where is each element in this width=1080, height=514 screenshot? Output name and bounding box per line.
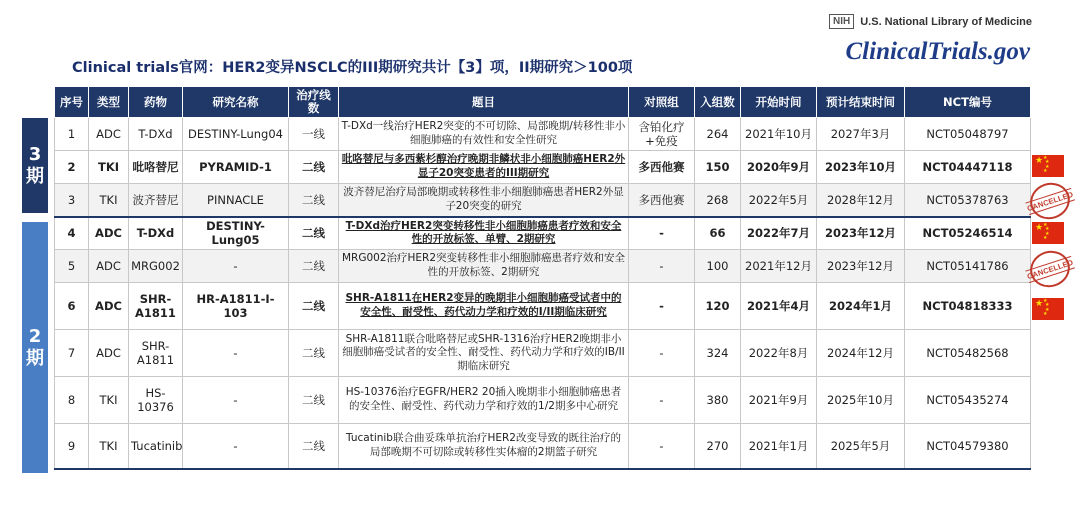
cell-type: TKI bbox=[89, 184, 129, 217]
cell-control: - bbox=[629, 424, 695, 469]
cell-line: 二线 bbox=[289, 217, 339, 250]
cell-end: 2025年10月 bbox=[817, 377, 905, 424]
cell-nct: NCT05435274 bbox=[905, 377, 1031, 424]
china-flag-icon bbox=[1032, 298, 1064, 320]
flag-star-icon: ★ bbox=[1043, 155, 1048, 161]
cell-enrollment: 120 bbox=[695, 283, 741, 330]
cell-nct: NCT05378763 bbox=[905, 184, 1031, 217]
cell-no: 4 bbox=[55, 217, 89, 250]
cell-title: HS-10376治疗EGFR/HER2 20插入晚期非小细胞肺癌患者的安全性、耐受性、药代动力学和疗效的1/2期多中心研究 bbox=[339, 377, 629, 424]
header-title: 题目 bbox=[339, 87, 629, 118]
cell-end: 2024年12月 bbox=[817, 330, 905, 377]
cell-start: 2021年10月 bbox=[741, 118, 817, 151]
header-drug: 药物 bbox=[129, 87, 183, 118]
cell-no: 6 bbox=[55, 283, 89, 330]
cell-title: 波齐替尼治疗局部晚期或转移性非小细胞肺癌患者HER2外显子20突变的研究 bbox=[339, 184, 629, 217]
phase-3-text: 期 bbox=[26, 165, 44, 187]
table-row bbox=[55, 151, 1031, 184]
table-row bbox=[55, 283, 1031, 330]
cell-start: 2022年7月 bbox=[741, 217, 817, 250]
cell-end: 2028年12月 bbox=[817, 184, 905, 217]
header-no: 序号 bbox=[55, 87, 89, 118]
table-row bbox=[55, 424, 1031, 469]
phase-3-label bbox=[22, 118, 48, 213]
flag-star-icon: ★ bbox=[1045, 231, 1050, 237]
clinicaltrials-logo: ClinicalTrials.gov bbox=[845, 38, 1030, 65]
cell-study: - bbox=[183, 330, 289, 377]
cell-title: Tucatinib联合曲妥珠单抗治疗HER2改变导致的既往治疗的局部晚期不可切除或转移性实体瘤的2期篮子研究 bbox=[339, 424, 629, 469]
cell-no: 5 bbox=[55, 250, 89, 283]
china-flag-icon bbox=[1032, 222, 1064, 244]
flag-star-icon: ★ bbox=[1043, 222, 1048, 228]
cell-line: 二线 bbox=[289, 151, 339, 184]
flag-star-icon: ★ bbox=[1035, 156, 1044, 166]
table-row bbox=[55, 377, 1031, 424]
cell-start: 2020年9月 bbox=[741, 151, 817, 184]
cell-end: 2023年10月 bbox=[817, 151, 905, 184]
cell-type: TKI bbox=[89, 151, 129, 184]
header-control: 对照组 bbox=[629, 87, 695, 118]
cell-end: 2027年3月 bbox=[817, 118, 905, 151]
cancelled-stamp-icon bbox=[1025, 246, 1074, 293]
cell-type: ADC bbox=[89, 330, 129, 377]
cell-start: 2021年4月 bbox=[741, 283, 817, 330]
table-row bbox=[55, 118, 1031, 151]
cell-enrollment: 270 bbox=[695, 424, 741, 469]
cell-control: - bbox=[629, 330, 695, 377]
phase-2-number: 2 bbox=[28, 325, 42, 347]
cell-enrollment: 264 bbox=[695, 118, 741, 151]
cell-no: 1 bbox=[55, 118, 89, 151]
cell-drug: T-DXd bbox=[129, 118, 183, 151]
cell-nct: NCT04579380 bbox=[905, 424, 1031, 469]
cell-study: - bbox=[183, 424, 289, 469]
cell-study: DESTINY-Lung05 bbox=[183, 217, 289, 250]
cell-enrollment: 324 bbox=[695, 330, 741, 377]
cell-no: 7 bbox=[55, 330, 89, 377]
table-row bbox=[55, 184, 1031, 217]
cell-control: 含铂化疗+免疫 bbox=[629, 118, 695, 151]
flag-star-icon: ★ bbox=[1043, 235, 1048, 241]
flag-star-icon: ★ bbox=[1045, 164, 1050, 170]
cell-enrollment: 268 bbox=[695, 184, 741, 217]
nih-logo: NIH bbox=[829, 14, 854, 29]
cell-line: 二线 bbox=[289, 330, 339, 377]
cell-drug: Tucatinib bbox=[129, 424, 183, 469]
flag-star-icon: ★ bbox=[1035, 299, 1044, 309]
flag-star-icon: ★ bbox=[1043, 298, 1048, 304]
cell-title: SHR-A1811在HER2变异的晚期非小细胞肺癌受试者中的安全性、耐受性、药代动力学和疗效的I/II期临床研究 bbox=[339, 283, 629, 330]
cancelled-stamp-icon bbox=[1025, 178, 1074, 225]
cell-control: 多西他赛 bbox=[629, 151, 695, 184]
nih-org-name: U.S. National Library of Medicine bbox=[860, 15, 1032, 28]
header-enrollment: 入组数 bbox=[695, 87, 741, 118]
cell-end: 2024年1月 bbox=[817, 283, 905, 330]
cell-study: PYRAMID-1 bbox=[183, 151, 289, 184]
cell-nct: NCT04447118 bbox=[905, 151, 1031, 184]
cell-drug: HS-10376 bbox=[129, 377, 183, 424]
flag-star-icon: ★ bbox=[1035, 223, 1044, 233]
cell-drug: 吡咯替尼 bbox=[129, 151, 183, 184]
cell-start: 2021年1月 bbox=[741, 424, 817, 469]
cell-line: 二线 bbox=[289, 184, 339, 217]
header-type: 类型 bbox=[89, 87, 129, 118]
cell-no: 3 bbox=[55, 184, 89, 217]
cancelled-stamp-text: CANCELLED bbox=[1025, 257, 1075, 281]
cell-start: 2021年9月 bbox=[741, 377, 817, 424]
cell-line: 二线 bbox=[289, 424, 339, 469]
cell-line: 二线 bbox=[289, 250, 339, 283]
cell-enrollment: 380 bbox=[695, 377, 741, 424]
cell-enrollment: 66 bbox=[695, 217, 741, 250]
flag-star-icon: ★ bbox=[1045, 226, 1050, 232]
cell-control: - bbox=[629, 250, 695, 283]
flag-star-icon: ★ bbox=[1043, 168, 1048, 174]
cell-no: 8 bbox=[55, 377, 89, 424]
header-study: 研究名称 bbox=[183, 87, 289, 118]
header-nct: NCT编号 bbox=[905, 87, 1031, 118]
cell-start: 2022年8月 bbox=[741, 330, 817, 377]
cell-title: T-DXd治疗HER2突变转移性非小细胞肺癌患者疗效和安全性的开放标签、单臂、2期研究 bbox=[339, 217, 629, 250]
cell-end: 2023年12月 bbox=[817, 250, 905, 283]
phase-3-number: 3 bbox=[28, 143, 42, 165]
header-start: 开始时间 bbox=[741, 87, 817, 118]
cell-enrollment: 150 bbox=[695, 151, 741, 184]
cell-type: ADC bbox=[89, 250, 129, 283]
cell-study: HR-A1811-I-103 bbox=[183, 283, 289, 330]
cell-type: ADC bbox=[89, 283, 129, 330]
cell-control: 多西他赛 bbox=[629, 184, 695, 217]
cell-drug: MRG002 bbox=[129, 250, 183, 283]
cell-drug: 波齐替尼 bbox=[129, 184, 183, 217]
cell-title: T-DXd一线治疗HER2突变的不可切除、局部晚期/转移性非小细胞肺癌的有效性和安全性研究 bbox=[339, 118, 629, 151]
china-flag-icon bbox=[1032, 155, 1064, 177]
cell-control: - bbox=[629, 283, 695, 330]
table-row bbox=[55, 217, 1031, 250]
cell-drug: T-DXd bbox=[129, 217, 183, 250]
cell-drug: SHR-A1811 bbox=[129, 330, 183, 377]
cell-type: TKI bbox=[89, 377, 129, 424]
cancelled-stamp-text: CANCELLED bbox=[1025, 189, 1075, 213]
cell-start: 2022年5月 bbox=[741, 184, 817, 217]
cell-type: ADC bbox=[89, 217, 129, 250]
cell-type: ADC bbox=[89, 118, 129, 151]
flag-star-icon: ★ bbox=[1045, 302, 1050, 308]
cell-end: 2025年5月 bbox=[817, 424, 905, 469]
cell-nct: NCT05048797 bbox=[905, 118, 1031, 151]
table-header-row bbox=[55, 87, 1031, 118]
cell-enrollment: 100 bbox=[695, 250, 741, 283]
header-end: 预计结束时间 bbox=[817, 87, 905, 118]
cell-drug: SHR-A1811 bbox=[129, 283, 183, 330]
cell-end: 2023年12月 bbox=[817, 217, 905, 250]
flag-star-icon: ★ bbox=[1043, 311, 1048, 317]
trials-table bbox=[54, 86, 1031, 470]
table-row bbox=[55, 330, 1031, 377]
cell-title: 吡咯替尼与多西紫杉醇治疗晚期非鳞状非小细胞肺癌HER2外显子20突变患者的III期研究 bbox=[339, 151, 629, 184]
cell-start: 2021年12月 bbox=[741, 250, 817, 283]
header-line: 治疗线数 bbox=[289, 87, 339, 118]
cell-study: DESTINY-Lung04 bbox=[183, 118, 289, 151]
cell-no: 2 bbox=[55, 151, 89, 184]
cell-nct: NCT05482568 bbox=[905, 330, 1031, 377]
cell-title: MRG002治疗HER2突变转移性非小细胞肺癌患者疗效和安全性的开放标签、2期研究 bbox=[339, 250, 629, 283]
cell-study: - bbox=[183, 250, 289, 283]
page-title: Clinical trials官网：HER2变异NSCLC的III期研究共计【3】项，II期研究＞100项 bbox=[72, 60, 633, 76]
cell-control: - bbox=[629, 217, 695, 250]
cell-line: 一线 bbox=[289, 118, 339, 151]
cell-line: 二线 bbox=[289, 283, 339, 330]
flag-star-icon: ★ bbox=[1045, 159, 1050, 165]
cell-study: - bbox=[183, 377, 289, 424]
cell-title: SHR-A1811联合吡咯替尼或SHR-1316治疗HER2晚期非小细胞肺癌受试者的安全性、耐受性、药代动力学和疗效的IB/II期临床研究 bbox=[339, 330, 629, 377]
cell-type: TKI bbox=[89, 424, 129, 469]
cell-nct: NCT05141786 bbox=[905, 250, 1031, 283]
cell-study: PINNACLE bbox=[183, 184, 289, 217]
cell-line: 二线 bbox=[289, 377, 339, 424]
cell-nct: NCT04818333 bbox=[905, 283, 1031, 330]
cell-nct: NCT05246514 bbox=[905, 217, 1031, 250]
table-row bbox=[55, 250, 1031, 283]
nih-header bbox=[829, 14, 1032, 29]
phase-2-text: 期 bbox=[26, 347, 44, 369]
cell-no: 9 bbox=[55, 424, 89, 469]
flag-star-icon: ★ bbox=[1045, 307, 1050, 313]
cell-control: - bbox=[629, 377, 695, 424]
phase-2-label bbox=[22, 222, 48, 473]
